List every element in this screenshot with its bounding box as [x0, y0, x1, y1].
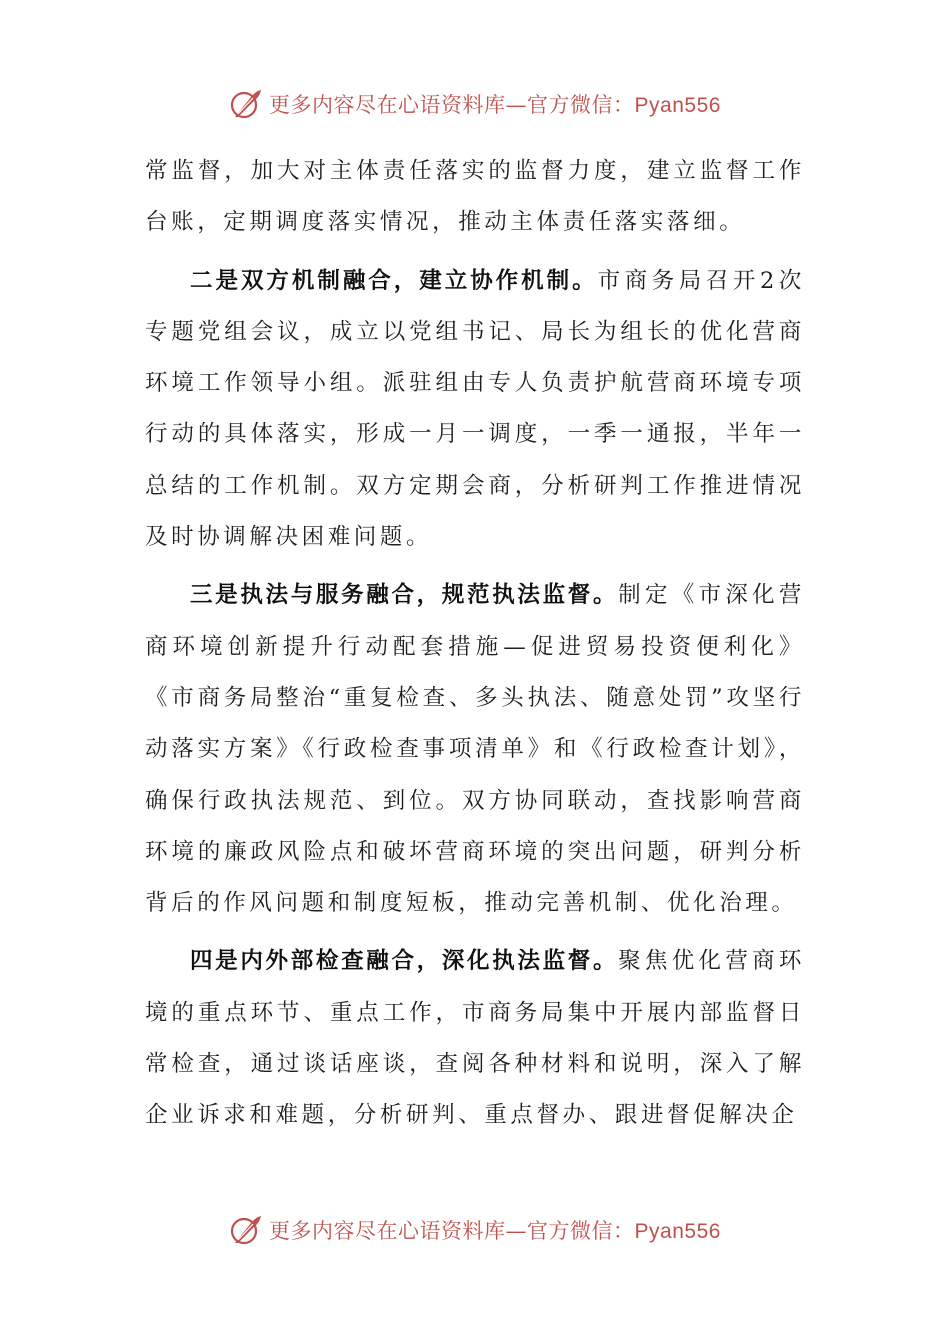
quill-pen-logo-icon: [229, 88, 263, 120]
paragraph-heading: 二是双方机制融合，建立协作机制。: [190, 267, 598, 294]
paragraph-heading: 四是内外部检查融合，深化执法监督。: [190, 948, 619, 975]
banner-text: 更多内容尽在心语资料库—官方微信：Pyan556: [269, 1219, 721, 1243]
paragraph: 二是双方机制融合，建立协作机制。市商务局召开2次专题党组会议，成立以党组书记、局长为组长的优化营商环境工作领导小组。派驻组由专人负责护航营商环境专项行动的具体落实，形成一月一调度，一季一通报，半年一总结的工作机制。双方定期会商，分析研判工作推进情况及时协调解决困难问题。: [145, 267, 805, 551]
paragraph-heading: 三是执法与服务融合，规范执法监督。: [190, 582, 619, 609]
header-banner: [0, 86, 950, 122]
quill-pen-logo-icon: [229, 1214, 263, 1246]
wechat-id: Pyan556: [634, 94, 721, 117]
footer-banner: [0, 1212, 950, 1248]
document-body: [145, 146, 805, 1149]
paragraph: 四是内外部检查融合，深化执法监督。聚焦优化营商环境的重点环节、重点工作，市商务局集中开展内部监督日常检查，通过谈话座谈，查阅各种材料和说明，深入了解企业诉求和难题，分析研判、重点督办、跟进督促解决企: [145, 948, 805, 1129]
wechat-id: Pyan556: [634, 1220, 721, 1243]
paragraph: 常监督，加大对主体责任落实的监督力度，建立监督工作台账，定期调度落实情况，推动主体责任落实落细。: [145, 158, 805, 236]
banner-text: 更多内容尽在心语资料库—官方微信：Pyan556: [269, 93, 721, 117]
paragraph: 三是执法与服务融合，规范执法监督。制定《市深化营商环境创新提升行动配套措施—促进贸易投资便利化》《市商务局整治“重复检查、多头执法、随意处罚”攻坚行动落实方案》《行政检查事项清单》和《行政检查计划》，确保行政执法规范、到位。双方协同联动，查找影响营商环境的廉政风险点和破坏营商环境的突出问题，研判分析背后的作风问题和制度短板，推动完善机制、优化治理。: [145, 582, 805, 917]
